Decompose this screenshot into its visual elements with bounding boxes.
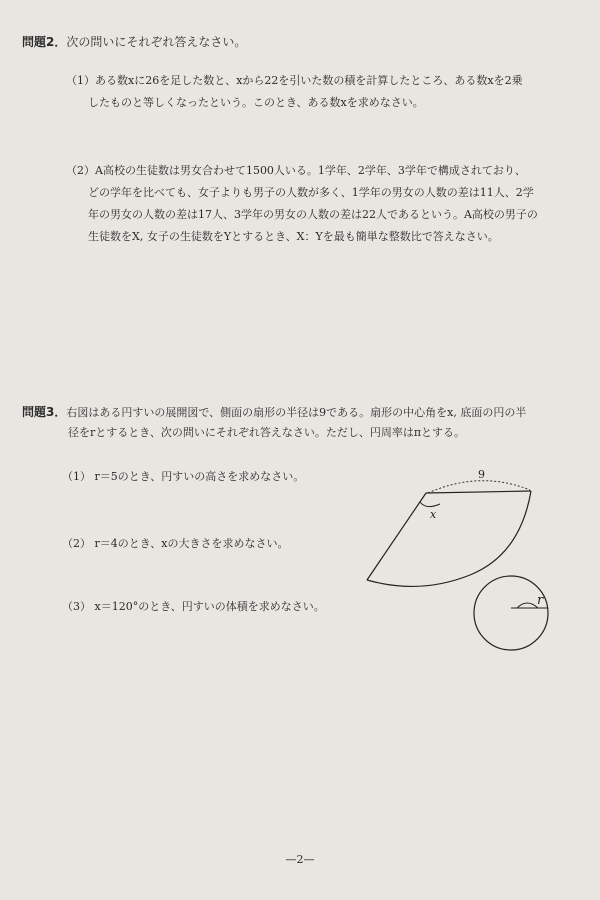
question-3-intro-line: 径をrとするとき、次の問いにそれぞれ答えなさい。ただし、円周率はπとする。 (68, 426, 466, 439)
question-3-intro-line: 右図はある円すいの展開図で、側面の扇形の半径は9である。扇形の中心角をx, 底面の円の半 (66, 406, 527, 419)
page-number: —2— (285, 853, 315, 866)
sector-arc (367, 491, 531, 586)
q2-part2-line: 年の男女の人数の差は17人、3学年の男女の人数の差は22人であるという。A高校の男子の (88, 208, 538, 221)
q3-part1: （1） r＝5のとき、円すいの高さを求めなさい。 (62, 470, 305, 483)
q2-part2-line: どの学年を比べても、女子よりも男子の人数が多く、1学年の男女の人数の差は11人、2学 (88, 186, 534, 199)
radius-arc-mark (517, 603, 538, 608)
q2-part1-line: （1）ある数xに26を足した数と、xから22を引いた数の積を計算したところ、ある数xを2乗 (66, 74, 523, 87)
question-2-heading: 問題2． (22, 35, 67, 49)
question-3-heading: 問題3． (22, 405, 67, 419)
q2-part2-line: （2）A高校の生徒数は男女合わせて1500人いる。1学年、2学年、3学年で構成されており、 (66, 164, 526, 177)
label-x: x (430, 508, 437, 521)
q2-part1-line: したものと等しくなったという。このとき、ある数xを求めなさい。 (88, 96, 424, 109)
label-9: 9 (478, 468, 485, 481)
q3-part2: （2） r＝4のとき、xの大きさを求めなさい。 (62, 537, 289, 550)
sector-top-edge (426, 491, 531, 493)
sector-left-edge (367, 493, 426, 580)
question-2-intro: 次の問いにそれぞれ答えなさい。 (66, 35, 247, 49)
q3-part3: （3） x＝120°のとき、円すいの体積を求めなさい。 (62, 600, 325, 613)
base-circle (474, 576, 548, 650)
label-r: r (537, 593, 544, 608)
central-angle-mark (420, 502, 440, 507)
q2-part2-line: 生徒数をX, 女子の生徒数をYとするとき、X：Yを最も簡単な整数比で答えなさい。 (88, 230, 499, 243)
